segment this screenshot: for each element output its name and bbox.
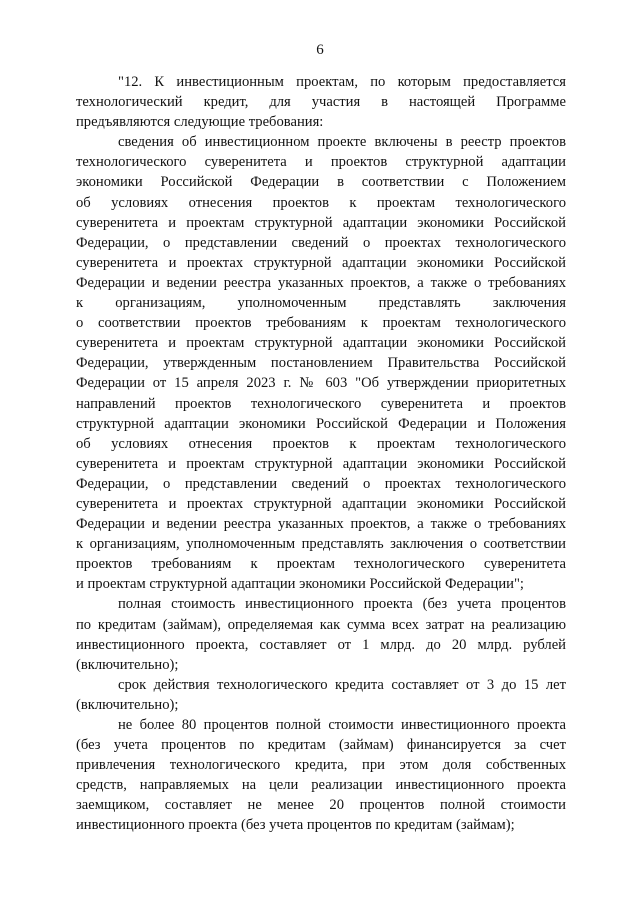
text-line: суверенитета и проектам структурной адаптации экономики Российской [76,214,566,231]
paragraph-item-12-intro [76,72,566,132]
text-line: о соответствии проектов требованиям к проектам технологического [76,315,566,332]
text-line: проектов требованиям к проектам технологического суверенитета [76,556,566,573]
text-line: (без учета процентов по кредитам (займам) финансируется за счет [76,737,566,754]
text-line: об условиях отнесения проектов к проектам технологического [76,435,566,452]
paragraph-credit-term [76,675,566,715]
text-line: (включительно); [76,696,179,713]
text-line: "12. К инвестиционным проектам, по которым предоставляется [118,74,566,90]
text-line: средств, направляемых на цели реализации инвестиционного проекта [76,777,566,794]
text-line: экономики Российской Федерации в соответствии с Положением [76,174,566,191]
text-line: к организациям, уполномоченным представлять заключения [76,295,566,312]
text-line: предъявляются следующие требования: [76,114,324,131]
paragraph-project-cost [76,594,566,674]
text-line: заемщиком, составляет не менее 20 процентов полной стоимости [76,797,566,814]
text-line: полная стоимость инвестиционного проекта (без учета процентов [118,596,566,613]
text-line: Федерации, о представлении сведений о проектах технологического [76,475,566,492]
text-line: суверенитета и проектах структурной адаптации экономики Российской [76,495,566,512]
text-line: Федерации и ведении реестра указанных проектов, а также о требованиях [76,274,566,291]
text-line: (включительно); [76,656,179,673]
text-line: технологический кредит, для участия в настоящей Программе [76,94,566,111]
text-line: суверенитета и проектах структурной адаптации экономики Российской [76,254,566,271]
text-line: инвестиционного проекта (без учета процентов по кредитам (займам); [76,817,515,834]
text-line: сведения об инвестиционном проекте включены в реестр проектов [118,134,566,151]
text-line: срок действия технологического кредита составляет от 3 до 15 лет [118,676,566,693]
text-line: направлений проектов технологического суверенитета и проектов [76,395,566,412]
text-line: об условиях отнесения проектов к проектам технологического [76,194,566,211]
text-line: Федерации, о представлении сведений о проектах технологического [76,234,566,251]
text-line: технологического суверенитета и проектов структурной адаптации [76,154,566,171]
text-line: структурной адаптации экономики Российской Федерации и Положения [76,415,566,432]
text-line: не более 80 процентов полной стоимости инвестиционного проекта [118,717,566,733]
text-line: суверенитета и проектам структурной адаптации экономики Российской [76,455,566,472]
text-line: и проектам структурной адаптации экономики Российской Федерации"; [76,576,524,593]
text-line: суверенитета и проектам структурной адаптации экономики Российской [76,335,566,352]
paragraph-financing-share [76,715,566,836]
text-line: Федерации и ведении реестра указанных проектов, а также о требованиях [76,516,566,533]
text-line: Федерации, утвержденным постановлением Правительства Российской [76,355,566,372]
page-number: 6 [316,42,324,58]
text-line: по кредитам (займам), определяемая как сумма всех затрат на реализацию [76,616,566,633]
text-line: привлечения технологического кредита, при этом доля собственных [76,757,566,774]
document-body [76,72,566,836]
text-line: к организациям, уполномоченным представлять заключения о соответствии [76,536,566,553]
text-line: инвестиционного проекта, составляет от 1 млрд. до 20 млрд. рублей [76,636,566,653]
text-line: Федерации от 15 апреля 2023 г. № 603 "Об утверждении приоритетных [76,375,566,392]
paragraph-registry-requirement [76,132,566,594]
